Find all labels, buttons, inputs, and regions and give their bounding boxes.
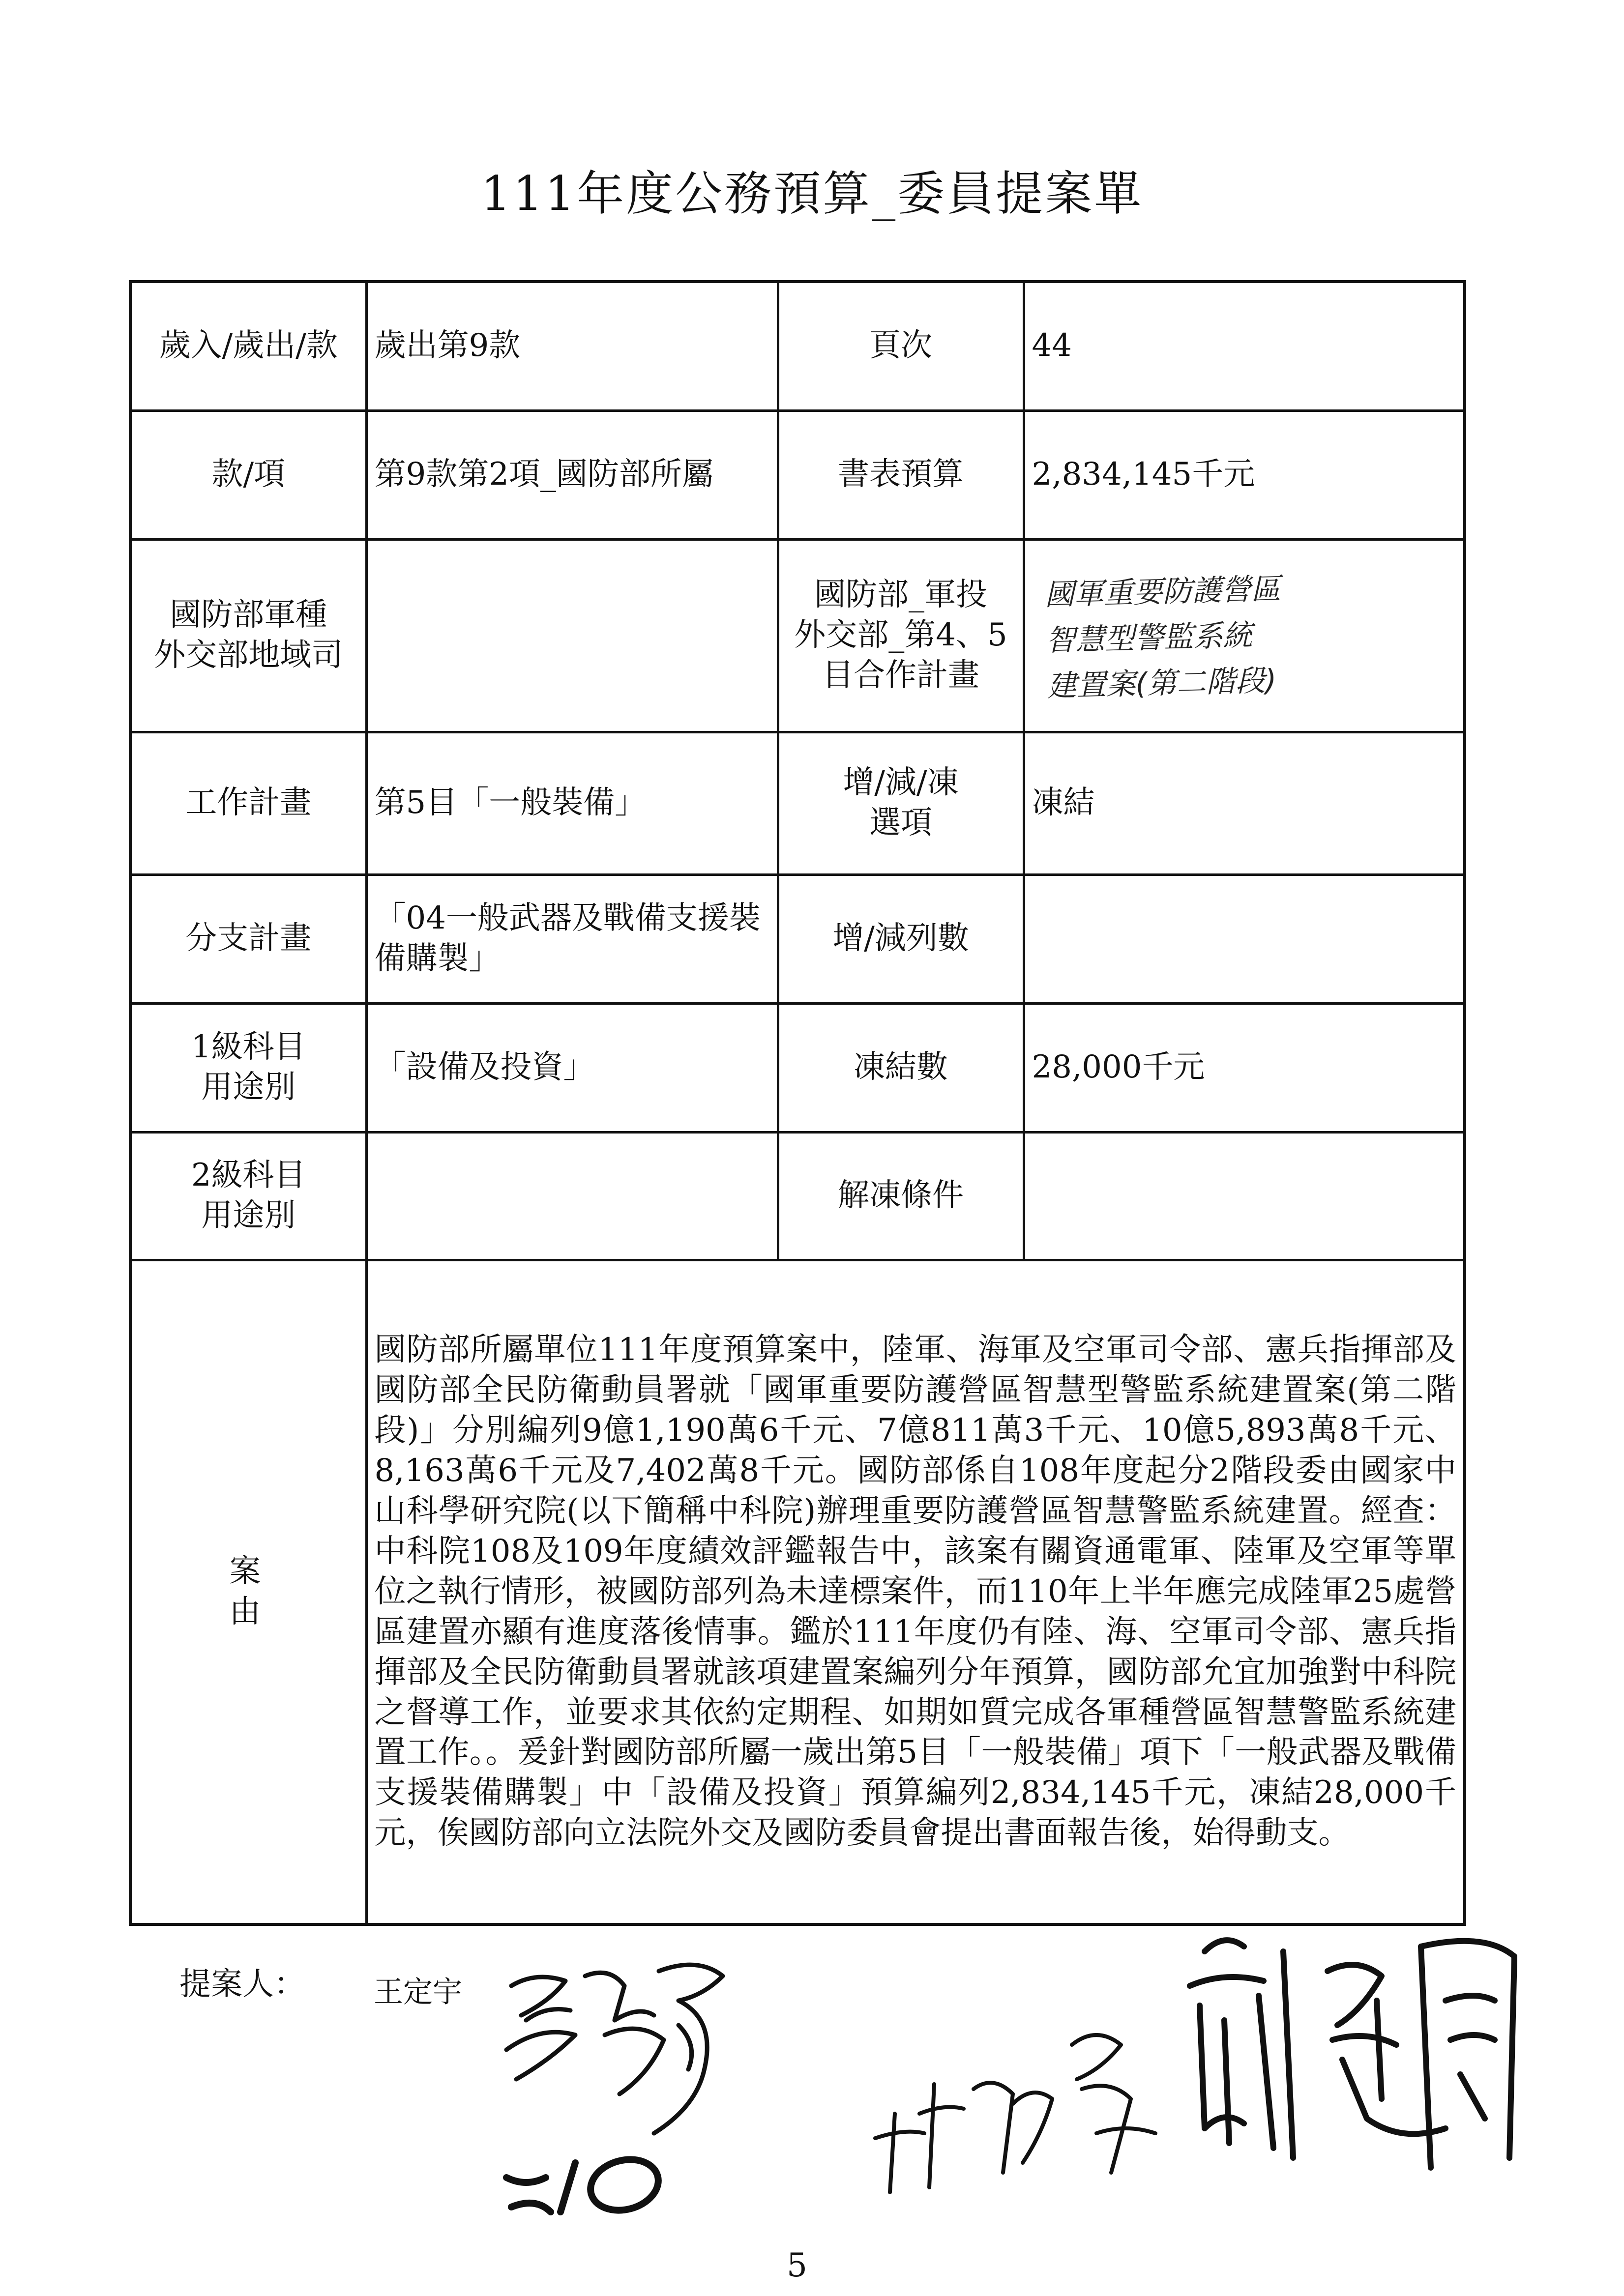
label-option-line2: 選項 (869, 805, 932, 841)
value-work-plan: 第5目「一般裝備」 (366, 732, 778, 874)
value-revenue-expense: 歲出第9款 (366, 282, 778, 410)
proposal-form-table (129, 280, 1466, 1926)
label-level1-line1: 1級科目 (191, 1029, 306, 1066)
form-row-department (130, 539, 1465, 732)
label-frozen-amount: 凍結數 (778, 1003, 1024, 1132)
label-department (130, 539, 366, 732)
value-frozen-amount: 28,000千元 (1024, 1003, 1465, 1132)
label-cooperation-line1: 國防部_軍投 (814, 577, 987, 613)
value-budget: 2,834,145千元 (1024, 410, 1465, 539)
label-level2-line1: 2級科目 (191, 1157, 306, 1194)
form-row-level1-subject (130, 1003, 1465, 1132)
handwritten-line3: 建置案(第二階段) (1046, 663, 1277, 704)
label-level2-line2: 用途別 (201, 1197, 296, 1234)
label-revenue-expense: 歲入/歲出/款 (130, 282, 366, 410)
label-department-line1: 國防部軍種 (170, 597, 327, 634)
label-work-plan: 工作計畫 (130, 732, 366, 874)
page-title: 111年度公務預算_委員提案單 (480, 166, 1144, 221)
value-fund-item: 第9款第2項_國防部所屬 (366, 410, 778, 539)
form-row-fund (130, 282, 1465, 410)
label-budget: 書表預算 (778, 410, 1024, 539)
label-level1-subject (130, 1003, 366, 1132)
label-branch-plan: 分支計畫 (130, 874, 366, 1003)
value-level2-subject (366, 1132, 778, 1260)
handwritten-line2: 智慧型警監系統 (1045, 618, 1253, 658)
label-option (778, 732, 1024, 874)
proposer-name: 王定宇 (374, 1975, 462, 2009)
form-row-work-plan (130, 732, 1465, 874)
label-page: 頁次 (778, 282, 1024, 410)
label-unfreeze-conditions: 解凍條件 (778, 1132, 1024, 1260)
form-row-branch-plan (130, 874, 1465, 1003)
signature-lin-chang-zuo (865, 1986, 1180, 2212)
value-branch-plan-line1: 「04一般武器及戰備支援裝 (374, 900, 761, 937)
value-level1-subject: 「設備及投資」 (366, 1003, 778, 1132)
form-row-reason (130, 1260, 1465, 1924)
signature-liu-jian-guo (1170, 1912, 1544, 2187)
value-department (366, 539, 778, 732)
label-level2-subject (130, 1132, 366, 1260)
value-option: 凍結 (1024, 732, 1465, 874)
label-reason: 案由 (130, 1260, 366, 1924)
label-cooperation-line3: 目合作計畫 (822, 657, 979, 694)
value-page: 44 (1024, 282, 1465, 410)
value-branch-plan (366, 874, 778, 1003)
form-row-level2-subject (130, 1132, 1465, 1260)
signature-wang-ding-yu (492, 1947, 747, 2158)
value-reason-text: 國防部所屬單位111年度預算案中，陸軍、海軍及空軍司令部、憲兵指揮部及國防部全民防衛動員署就「國軍重要防護營區智慧型警監系統建置案(第二階段)」分別編列9億1,190萬6千元、7億811萬3千元、10億5,893萬8千元、8,163萬6千元及7,402萬8千元。國防部係自108年度起分2階段委由國家中山科學研究院(以下簡稱中科院)辦理重要防護營區智慧警監系統建置。經查：中科院108及109年度績效評鑑報告中，該案有關資通電軍、陸軍及空軍等單位之執行情形，被國防部列為未達標案件，而110年上半年應完成陸軍25處營區建置亦顯有進度落後情事。鑑於111年度仍有陸、海、空軍司令部、憲兵指揮部及全民防衛動員署就該項建置案編列分年預算，國防部允宜加強對中科院之督導工作，並要求其依約定期程、如期如質完成各軍種營區智慧警監系統建置工作。。爰針對國防部所屬一歲出第5目「一般裝備」項下「一般武器及戰備支援裝備購製」中「設備及投資」預算編列2,834,145千元，凍結28,000千元，俟國防部向立法院外交及國防委員會提出書面報告後，始得動支。 (366, 1260, 1465, 1924)
page-number: 5 (787, 2246, 807, 2284)
value-cooperation-plan-handwritten (1024, 539, 1465, 732)
handwritten-mark (497, 2143, 683, 2222)
value-unfreeze-conditions (1024, 1132, 1465, 1260)
value-adjust-amount (1024, 874, 1465, 1003)
value-branch-plan-line2: 備購製」 (374, 940, 501, 977)
label-option-line1: 增/減/凍 (843, 764, 959, 801)
label-department-line2: 外交部地域司 (154, 637, 343, 673)
form-row-item (130, 410, 1465, 539)
handwritten-line1: 國軍重要防護營區 (1044, 571, 1281, 612)
proposer-label: 提案人： (179, 1966, 305, 2003)
label-fund-item: 款/項 (130, 410, 366, 539)
label-cooperation-plan (778, 539, 1024, 732)
label-level1-line2: 用途別 (201, 1069, 296, 1105)
label-adjust-amount: 增/減列數 (778, 874, 1024, 1003)
label-cooperation-line2: 外交部_第4、5 (794, 617, 1007, 654)
